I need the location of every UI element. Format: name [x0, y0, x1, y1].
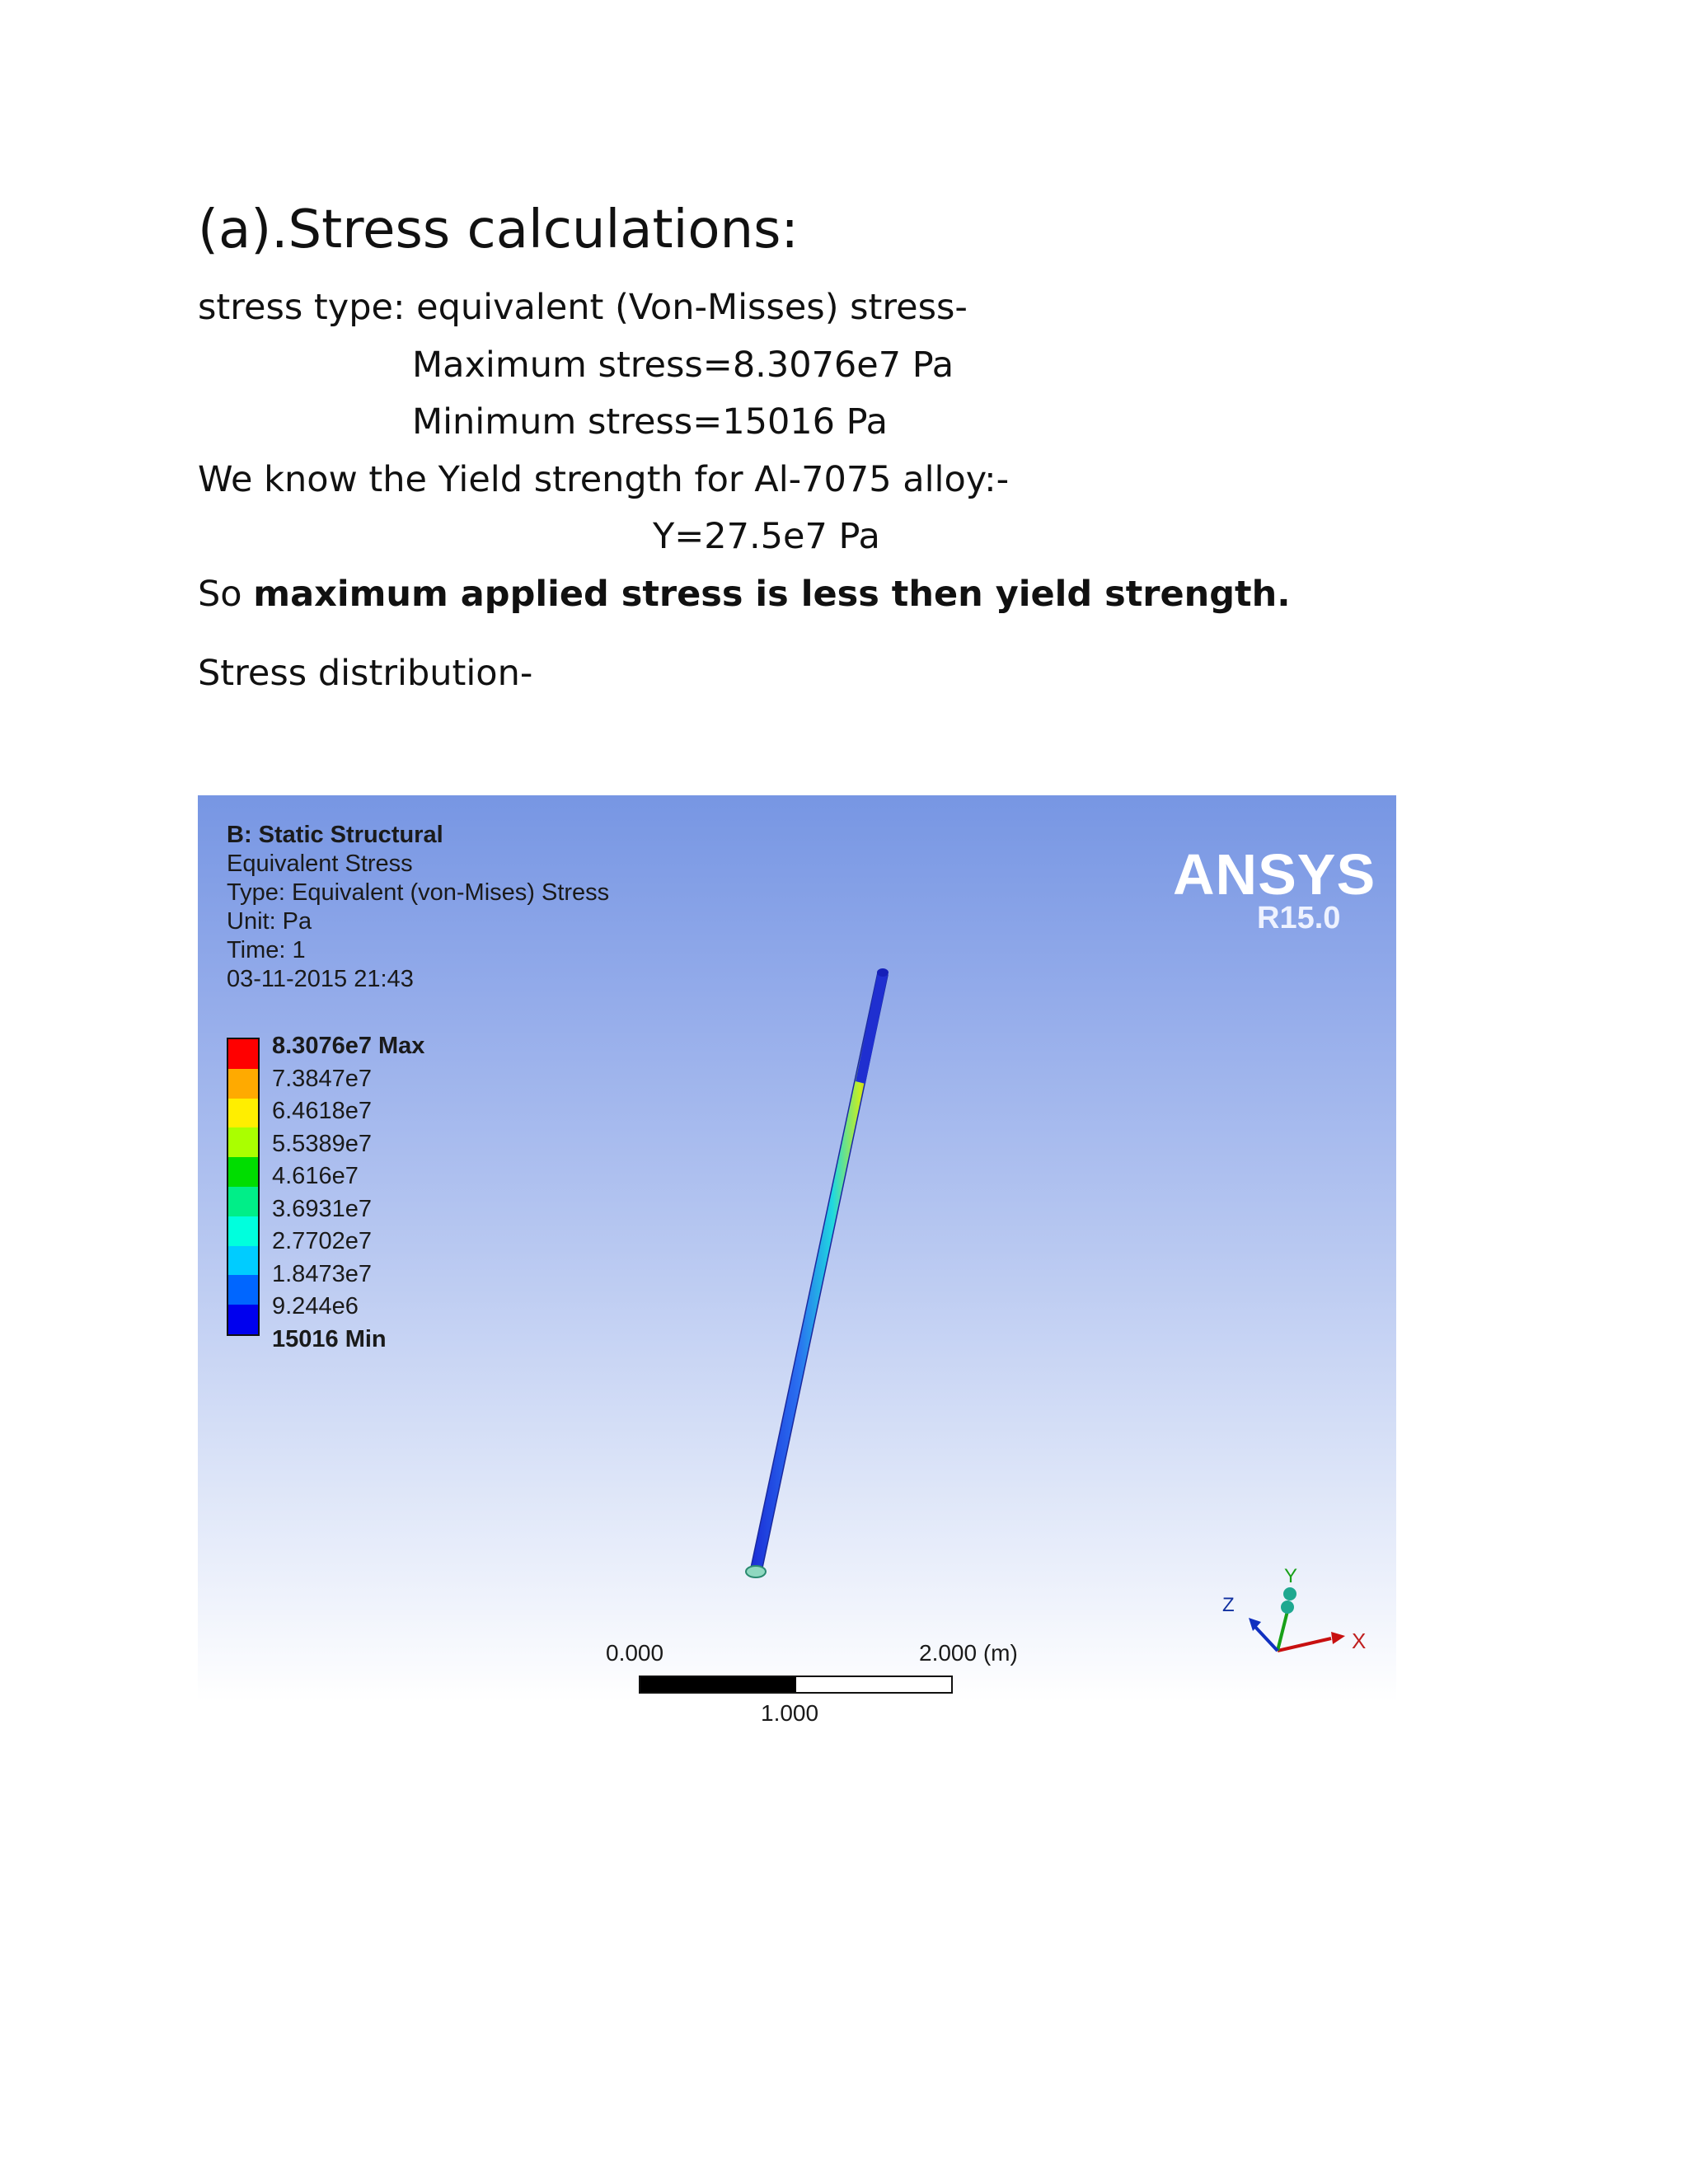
- legend-swatch: [228, 1187, 258, 1216]
- stress-distribution-label: Stress distribution-: [198, 653, 533, 694]
- result-unit: Unit: Pa: [227, 908, 312, 935]
- legend-label: 6.4618e7: [272, 1098, 372, 1124]
- conclusion-bold: maximum applied stress is less then yield strength.: [253, 574, 1291, 615]
- legend-swatch: [228, 1157, 258, 1187]
- legend-label: 7.3847e7: [272, 1065, 372, 1092]
- legend-swatch: [228, 1216, 258, 1246]
- rod-upper-segment: [856, 972, 888, 1084]
- result-date: 03-11-2015 21:43: [227, 966, 414, 992]
- stress-type-line: stress type: equivalent (Von-Misses) stress-: [198, 287, 968, 328]
- legend-swatch: [228, 1069, 258, 1099]
- triad-z-label: Z: [1222, 1594, 1235, 1616]
- legend-swatch: [228, 1305, 258, 1334]
- scale-bar-filled-half: [640, 1677, 796, 1692]
- result-name: Equivalent Stress: [227, 851, 413, 877]
- legend-label: 3.6931e7: [272, 1195, 372, 1222]
- ansys-result-figure: [198, 795, 1396, 1726]
- analysis-title: B: Static Structural: [227, 822, 443, 848]
- triad-y-label: Y: [1284, 1565, 1298, 1587]
- legend-label: 15016 Min: [272, 1325, 387, 1352]
- result-type: Type: Equivalent (von-Mises) Stress: [227, 879, 610, 906]
- legend-swatch: [228, 1099, 258, 1128]
- legend-label: 8.3076e7 Max: [272, 1033, 425, 1059]
- legend-swatch: [228, 1275, 258, 1305]
- legend-label: 5.5389e7: [272, 1130, 372, 1157]
- legend-swatch: [228, 1246, 258, 1276]
- legend-label: 9.244e6: [272, 1293, 359, 1319]
- yield-strength-intro: We know the Yield strength for Al-7075 alloy:-: [198, 459, 1010, 500]
- ansys-version: R15.0: [1257, 901, 1341, 935]
- result-time: Time: 1: [227, 937, 306, 963]
- scale-mid-label: 1.000: [761, 1700, 819, 1726]
- legend-swatch: [228, 1039, 258, 1069]
- section-heading: (a).Stress calculations:: [198, 199, 799, 260]
- triad-x-label: X: [1352, 1629, 1367, 1653]
- legend-label: 1.8473e7: [272, 1260, 372, 1287]
- model-graphics: [198, 795, 1396, 1702]
- conclusion-line: [198, 574, 1291, 615]
- yield-strength-value: Y=27.5e7 Pa: [653, 516, 880, 557]
- legend-label: 4.616e7: [272, 1163, 359, 1189]
- scale-end-label: 2.000 (m): [919, 1640, 1018, 1666]
- maximum-stress-line: Maximum stress=8.3076e7 Pa: [412, 344, 954, 386]
- scale-bar: [639, 1675, 953, 1694]
- color-legend-bar: [227, 1038, 260, 1336]
- minimum-stress-line: Minimum stress=15016 Pa: [412, 401, 889, 443]
- conclusion-prefix: So: [198, 574, 254, 615]
- legend-label: 2.7702e7: [272, 1228, 372, 1254]
- ansys-logo: ANSYS: [1173, 842, 1376, 907]
- rod-bottom-end: [746, 1566, 766, 1577]
- coordinate-triad: [1222, 1565, 1366, 1653]
- legend-swatch: [228, 1127, 258, 1157]
- rod-top-end: [877, 968, 889, 977]
- scale-start-label: 0.000: [606, 1640, 664, 1666]
